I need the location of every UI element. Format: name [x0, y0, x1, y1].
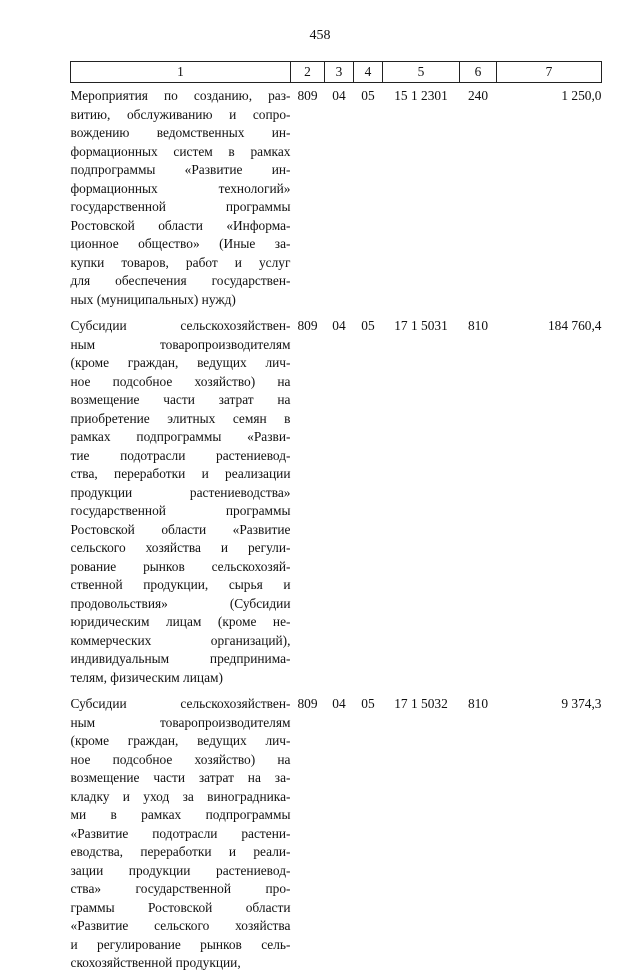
- table-row: [71, 83, 602, 314]
- description-line: возмещение части затрат на: [70, 392, 291, 407]
- description-line: телям, физическим лицам): [70, 669, 223, 685]
- column-header-4: 4: [354, 62, 383, 83]
- description-line: «Развитие сельского хозяйства: [70, 918, 291, 933]
- description-line: рамках подпрограммы «Разви-: [70, 429, 291, 444]
- amount-value: 1 250,0: [561, 88, 602, 103]
- target-article-code: 17 1 5031: [394, 318, 448, 333]
- column-header-5: 5: [383, 62, 460, 83]
- column-header-2: 2: [291, 62, 325, 83]
- ministry-code: 809: [297, 88, 318, 103]
- section-code: 04: [332, 696, 346, 711]
- budget-table: [70, 61, 602, 977]
- expense-type-code: 240: [467, 88, 489, 103]
- section-code: 04: [332, 318, 346, 333]
- description-line: государственной программы: [70, 503, 291, 518]
- description-line: Субсидии сельскохозяйствен-: [70, 318, 291, 333]
- description-line: ства» государственной про-: [70, 881, 291, 896]
- description-line: приобретение элитных семян в: [70, 410, 291, 426]
- description-line: и регулирование рынков сель-: [70, 936, 291, 952]
- expense-type-code: 810: [467, 318, 489, 333]
- column-header-7: 7: [497, 62, 602, 83]
- description-line: граммы Ростовской области: [70, 899, 291, 915]
- row-description: [71, 691, 291, 977]
- description-line: (кроме граждан, ведущих лич-: [70, 355, 291, 370]
- description-line: подпрограммы «Развитие ин-: [70, 162, 291, 177]
- description-line: ционное общество» (Иные за-: [70, 236, 291, 251]
- description-line: ных (муниципальных) нужд): [70, 291, 236, 307]
- description-line: скохозяйственной продукции,: [70, 955, 241, 970]
- amount-value: 9 374,3: [561, 696, 602, 711]
- ministry-code: 809: [297, 696, 318, 711]
- description-line: формационных систем в рамках: [70, 143, 291, 159]
- description-line: зации продукции растениевод-: [70, 862, 291, 878]
- description-line: ми в рамках подпрограммы: [70, 807, 291, 822]
- description-line: Субсидии сельскохозяйствен-: [70, 696, 291, 711]
- table-body: [71, 83, 602, 977]
- row-description: [71, 313, 291, 691]
- page-number: 458: [309, 28, 331, 43]
- description-line: ное подсобное хозяйство) на: [70, 751, 291, 767]
- description-line: еводства, переработки и реали-: [70, 844, 291, 859]
- description-line: рование рынков сельскохозяй-: [70, 558, 291, 574]
- description-line: «Развитие подотрасли растени-: [70, 825, 291, 841]
- amount-value: 184 760,4: [547, 318, 602, 333]
- description-line: купки товаров, работ и услуг: [70, 254, 291, 270]
- subsection-code: 05: [361, 696, 375, 711]
- description-line: юридическим лицам (кроме не-: [70, 614, 291, 629]
- target-article-code: 17 1 5032: [394, 696, 448, 711]
- column-header-6: 6: [460, 62, 497, 83]
- description-line: Ростовской области «Развитие: [70, 521, 291, 537]
- description-line: Мероприятия по созданию, раз-: [70, 88, 291, 103]
- description-line: сельского хозяйства и регули-: [70, 540, 291, 555]
- target-article-code: 15 1 2301: [394, 88, 448, 103]
- description-line: ным товаропроизводителям: [70, 336, 291, 352]
- description-line: Ростовской области «Информа-: [70, 217, 291, 233]
- description-line: (кроме граждан, ведущих лич-: [70, 733, 291, 748]
- description-line: кладку и уход за виноградника-: [70, 788, 291, 804]
- column-header-3: 3: [325, 62, 354, 83]
- description-line: ное подсобное хозяйство) на: [70, 373, 291, 389]
- expense-type-code: 810: [467, 696, 489, 711]
- description-line: продовольствия» (Субсидии: [70, 595, 291, 611]
- subsection-code: 05: [361, 88, 375, 103]
- description-line: вождению ведомственных ин-: [70, 125, 291, 140]
- description-line: ства, переработки и реализации: [70, 466, 291, 481]
- description-line: формационных технологий»: [70, 180, 291, 196]
- description-line: государственной программы: [70, 199, 291, 214]
- description-line: продукции растениеводства»: [70, 484, 291, 500]
- row-description: [71, 83, 291, 314]
- description-line: для обеспечения государствен-: [70, 273, 291, 288]
- table-row: [71, 691, 602, 977]
- column-header-1: 1: [71, 62, 291, 83]
- subsection-code: 05: [361, 318, 375, 333]
- ministry-code: 809: [297, 318, 318, 333]
- table-row: [71, 313, 602, 691]
- description-line: ственной продукции, сырья и: [70, 577, 291, 592]
- description-line: ным товаропроизводителям: [70, 714, 291, 730]
- description-line: индивидуальным предпринима-: [70, 651, 291, 666]
- description-line: возмещение части затрат на за-: [70, 770, 291, 785]
- header-row: [71, 62, 602, 83]
- description-line: тие подотрасли растениевод-: [70, 447, 291, 463]
- section-code: 04: [332, 88, 346, 103]
- description-line: коммерческих организаций),: [70, 632, 291, 648]
- description-line: витию, обслуживанию и сопро-: [70, 106, 291, 122]
